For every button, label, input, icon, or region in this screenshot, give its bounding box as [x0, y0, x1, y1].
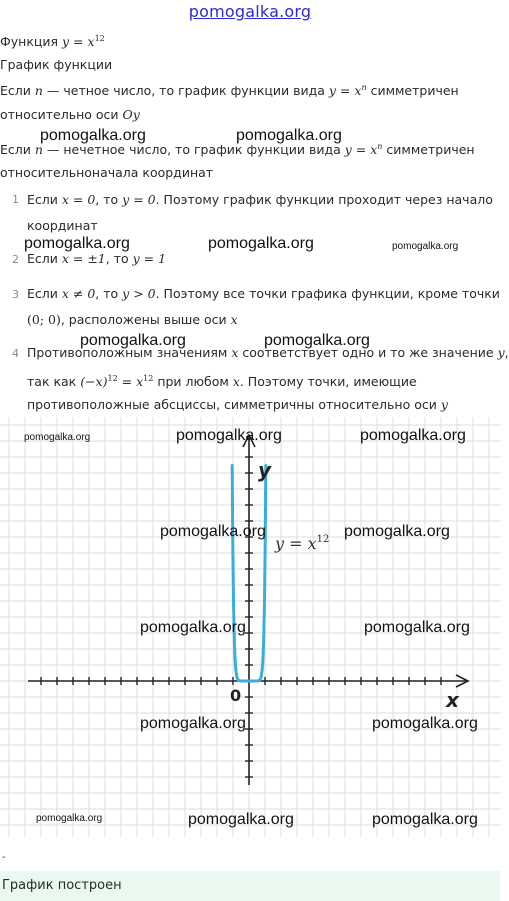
page-title: Функция $y = x^{12}$ [0, 34, 105, 50]
watermark: pomogalka.org [364, 619, 470, 636]
watermark: pomogalka.org [40, 127, 146, 144]
list-number-4: 4 [12, 347, 19, 360]
watermark: pomogalka.org [176, 427, 282, 444]
status-text: График построен [2, 878, 122, 893]
watermark: pomogalka.org [80, 332, 186, 349]
watermark: pomogalka.org [24, 432, 91, 443]
watermark: pomogalka.org [208, 235, 314, 252]
list-item-1-line2: координат [27, 218, 98, 233]
watermark: pomogalka.org [160, 523, 266, 540]
watermark: pomogalka.org [372, 715, 478, 732]
origin-label: 0 [230, 686, 242, 705]
list-number-3: 3 [12, 288, 19, 301]
site-header-link[interactable]: pomogalka.org [188, 2, 312, 21]
list-item-3-line1: Если x ≠ 0, то y > 0. Поэтому все точки графика функции, кроме точки [27, 286, 500, 301]
paragraph-odd-line1: Если n — нечетное число, то график функции вида $y = x^n$ симметричен [0, 142, 475, 158]
list-item-4-line2: так как $(-x)^{12} = x^{12}$ при любом x. Поэтому точки, имеющие [27, 374, 417, 390]
watermark: pomogalka.org [344, 523, 450, 540]
list-item-2: Если x = ±1, то y = 1 [27, 251, 167, 266]
watermark: pomogalka.org [372, 811, 478, 828]
status-bar [0, 871, 500, 901]
watermark: pomogalka.org [392, 241, 459, 252]
list-number-1: 1 [12, 193, 19, 206]
paragraph-odd-line2: относительнона​чала координат [0, 165, 214, 180]
separator-dash: - [2, 852, 6, 863]
axis-y-label: y [258, 458, 272, 482]
paragraph-even-line1: Если n — четное число, то график функции вида $y = x^n$ симметричен [0, 83, 459, 99]
list-item-4-line1: Противоположным значениям x соответствует одно и то же значение y, [27, 345, 509, 360]
paragraph-even-line2: относительно оси Oy [0, 107, 140, 122]
section-heading: График функции [0, 57, 113, 72]
axis-x-label: x [446, 688, 459, 712]
curve-label: $y = x^{12}$ [275, 534, 330, 553]
watermark: pomogalka.org [140, 715, 246, 732]
watermark: pomogalka.org [264, 332, 370, 349]
watermark: pomogalka.org [236, 127, 342, 144]
watermark: pomogalka.org [360, 427, 466, 444]
list-item-4-line3: противоположные абсциссы, симметричны относительно оси y [27, 397, 448, 412]
watermark: pomogalka.org [24, 235, 130, 252]
list-number-2: 2 [12, 253, 19, 266]
watermark: pomogalka.org [36, 813, 103, 824]
watermark: pomogalka.org [140, 619, 246, 636]
list-item-1-line1: Если x = 0, то y = 0. Поэтому график функции проходит через начало [27, 192, 493, 207]
list-item-3-line2: (0; 0), расположены выше оси x [27, 312, 238, 327]
watermark: pomogalka.org [188, 811, 294, 828]
